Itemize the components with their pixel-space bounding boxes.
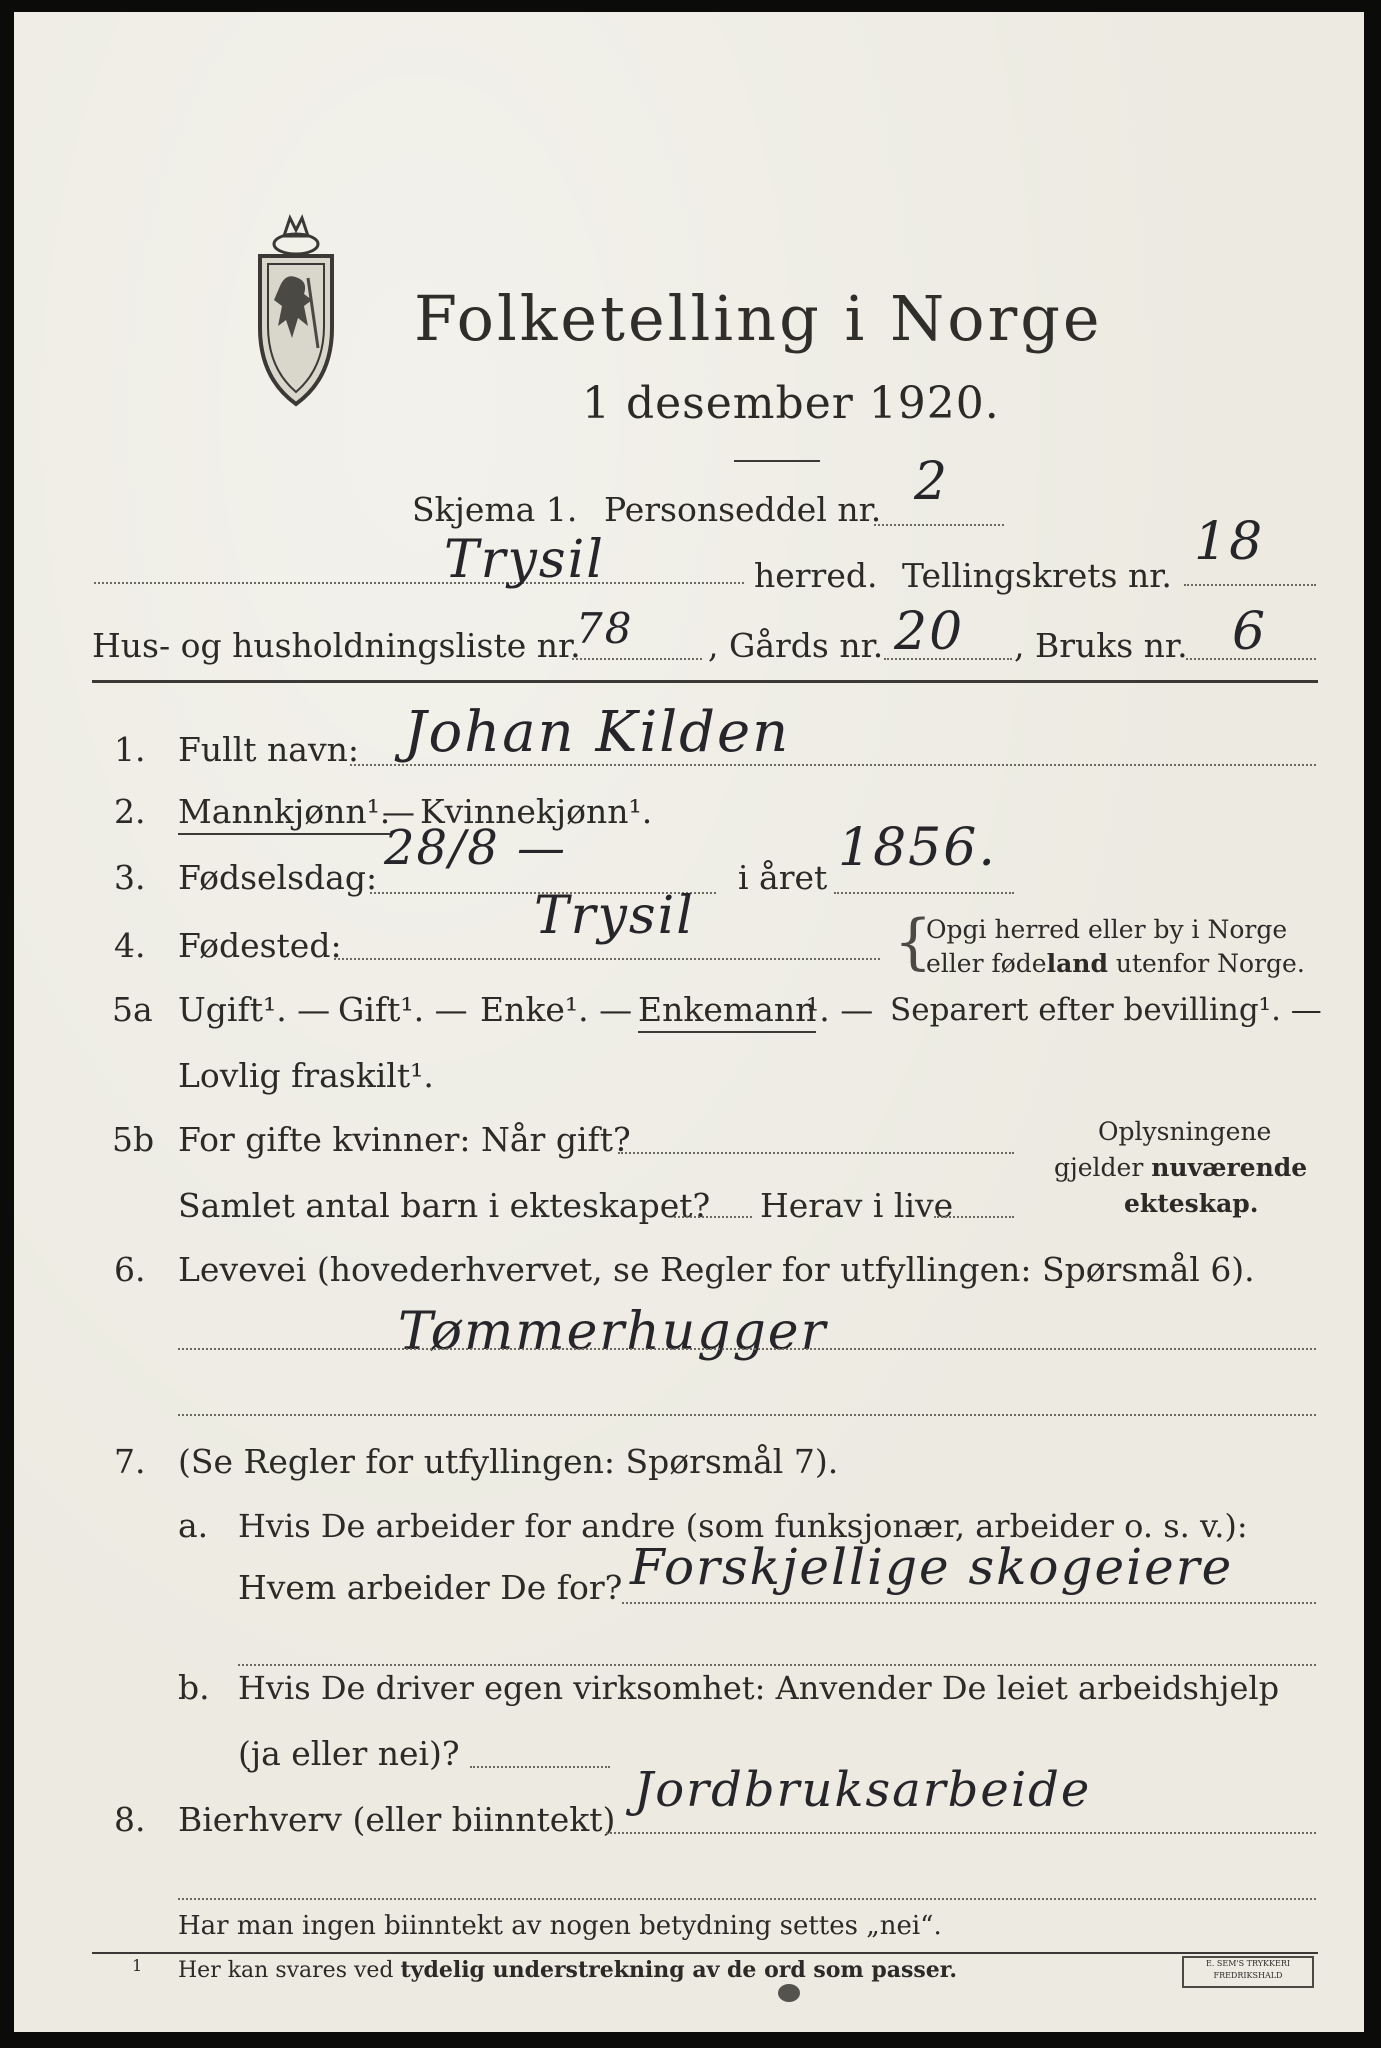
q5a-number: 5a bbox=[112, 990, 153, 1029]
q8-number: 8. bbox=[114, 1800, 146, 1839]
gift-option[interactable]: Gift¹. — bbox=[338, 990, 468, 1029]
q4-line bbox=[334, 958, 880, 960]
q7a-letter: a. bbox=[178, 1506, 209, 1545]
census-form-sheet bbox=[14, 12, 1364, 2032]
census-date: 1 desember 1920. bbox=[582, 378, 1000, 429]
page-title: Folketelling i Norge bbox=[414, 282, 1103, 355]
personseddel-line bbox=[874, 524, 1004, 526]
q6-number: 6. bbox=[114, 1250, 146, 1289]
enkemann-option[interactable]: Enkemann bbox=[638, 990, 816, 1033]
q8-line-2 bbox=[178, 1898, 1316, 1900]
tellingskrets-label: Tellingskrets nr. bbox=[902, 556, 1172, 595]
personseddel-value[interactable]: 2 bbox=[914, 452, 950, 512]
norwegian-coat-of-arms-icon bbox=[246, 208, 346, 418]
q2-separator: — bbox=[382, 792, 415, 831]
q4-note-line2: eller fødeland utenfor Norge. bbox=[926, 949, 1305, 978]
husholdningsliste-label: Hus- og husholdningsliste nr. bbox=[92, 626, 581, 665]
q6-line-1 bbox=[178, 1348, 1316, 1350]
skjema-label: Skjema 1. bbox=[412, 490, 578, 529]
q7b-question: (ja eller nei)? bbox=[238, 1734, 460, 1773]
employer-value[interactable]: Forskjellige skogeiere bbox=[630, 1538, 1234, 1596]
footnote-text: Her kan svares ved tydelig understrekning av de ord som passer. bbox=[178, 1957, 958, 1983]
q7b-line bbox=[470, 1766, 610, 1768]
ugift-option[interactable]: Ugift¹. — bbox=[178, 990, 331, 1029]
q5b-label: For gifte kvinner: Når gift? bbox=[178, 1120, 631, 1159]
q5b-note-line2: gjelder nuværende bbox=[1054, 1153, 1308, 1182]
side-occupation-value[interactable]: Jordbruksarbeide bbox=[634, 1762, 1092, 1818]
printer-stamp-line1: E. SEM'S TRYKKERI bbox=[1205, 1959, 1291, 1968]
gards-value[interactable]: 20 bbox=[894, 602, 965, 662]
q3-number: 3. bbox=[114, 858, 146, 897]
q5b-gift-line bbox=[618, 1152, 1014, 1154]
q3-year-line bbox=[834, 892, 1014, 894]
herred-label: herred. bbox=[754, 556, 878, 595]
q5b-note-line1: Oplysningene bbox=[1098, 1117, 1272, 1146]
q7b-letter: b. bbox=[178, 1668, 210, 1707]
birth-year-value[interactable]: 1856. bbox=[838, 818, 997, 878]
tellingskrets-value[interactable]: 18 bbox=[1194, 512, 1265, 572]
q6-label: Levevei (hovederhvervet, se Regler for utfyllingen: Spørsmål 6). bbox=[178, 1250, 1255, 1289]
birthplace-value[interactable]: Trysil bbox=[534, 886, 695, 946]
q7a-line-2 bbox=[238, 1664, 1316, 1666]
title-divider bbox=[734, 460, 820, 462]
husholdningsliste-line bbox=[572, 658, 702, 660]
live-label: Herav i live bbox=[760, 1186, 954, 1225]
enke-option[interactable]: Enke¹. — bbox=[480, 990, 633, 1029]
q1-label: Fullt navn: bbox=[178, 730, 359, 769]
q7a-line-1 bbox=[622, 1602, 1316, 1604]
kvinnekjonn-option[interactable]: Kvinnekjønn¹. bbox=[420, 792, 653, 831]
q4-note-bracket: { bbox=[894, 907, 933, 977]
tellingskrets-line bbox=[1184, 584, 1316, 586]
q5b-note-line3: ekteskap. bbox=[1124, 1189, 1259, 1218]
enkemann-suffix: ¹. — bbox=[806, 990, 874, 1029]
personseddel-label: Personseddel nr. bbox=[604, 490, 882, 529]
q8-label: Bierhverv (eller biinntekt) bbox=[178, 1800, 616, 1839]
husholdningsliste-value[interactable]: 78 bbox=[576, 604, 634, 653]
q7-number: 7. bbox=[114, 1442, 146, 1481]
q2-number: 2. bbox=[114, 792, 146, 831]
barn-label: Samlet antal barn i ekteskapet? bbox=[178, 1186, 711, 1225]
barn-line bbox=[674, 1216, 752, 1218]
herred-value[interactable]: Trysil bbox=[444, 530, 605, 590]
q6-line-2 bbox=[178, 1414, 1316, 1416]
occupation-value[interactable]: Tømmerhugger bbox=[398, 1302, 828, 1362]
ink-blot-icon bbox=[778, 1984, 800, 2002]
q4-number: 4. bbox=[114, 926, 146, 965]
q7a-question: Hvem arbeider De for? bbox=[238, 1568, 623, 1607]
printer-stamp-line2: FREDRIKSHALD bbox=[1213, 1971, 1283, 1980]
year-label: i året bbox=[738, 858, 828, 897]
q5b-number: 5b bbox=[112, 1120, 155, 1159]
biinntekt-note: Har man ingen biinntekt av nogen betydning settes „nei“. bbox=[178, 1911, 942, 1941]
footnote-mark: 1 bbox=[132, 1956, 143, 1975]
gards-label: , Gårds nr. bbox=[708, 626, 884, 665]
birthday-value[interactable]: 28/8 — bbox=[384, 820, 568, 876]
lovlig-fraskilt-option[interactable]: Lovlig fraskilt¹. bbox=[178, 1056, 434, 1095]
live-line bbox=[934, 1216, 1014, 1218]
printer-stamp bbox=[1182, 1956, 1314, 1988]
bruks-label: , Bruks nr. bbox=[1014, 626, 1188, 665]
separert-option[interactable]: Separert efter bevilling¹. — bbox=[890, 992, 1322, 1028]
q4-label: Fødested: bbox=[178, 926, 342, 965]
q7b-text: Hvis De driver egen virksomhet: Anvender De leiet arbeidshjelp bbox=[238, 1669, 1280, 1707]
q1-number: 1. bbox=[114, 730, 146, 769]
header-separator bbox=[92, 680, 1318, 683]
q7-label: (Se Regler for utfyllingen: Spørsmål 7). bbox=[178, 1442, 839, 1481]
mannkjonn-option[interactable]: Mannkjønn¹. bbox=[178, 792, 390, 835]
q3-label: Fødselsdag: bbox=[178, 858, 378, 897]
bruks-value[interactable]: 6 bbox=[1232, 602, 1268, 662]
q4-note-line1: Opgi herred eller by i Norge bbox=[926, 915, 1288, 944]
herred-line bbox=[94, 582, 744, 584]
q7a-text: Hvis De arbeider for andre (som funksjonær, arbeider o. s. v.): bbox=[238, 1507, 1248, 1545]
full-name-value[interactable]: Johan Kilden bbox=[404, 700, 791, 765]
q8-line-1 bbox=[606, 1832, 1316, 1834]
